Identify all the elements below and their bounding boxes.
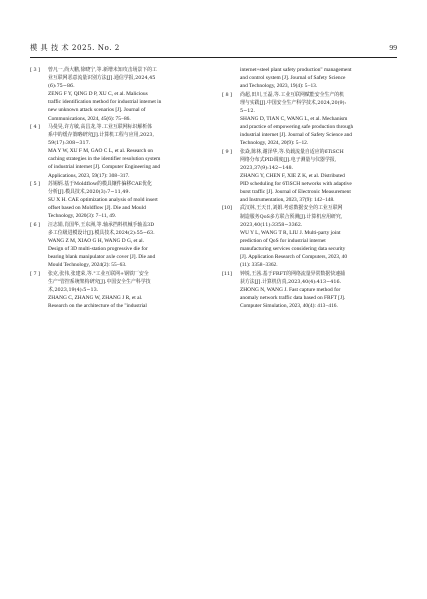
reference-line: Communications, 2024, 45(6): 75−86. [48, 115, 131, 122]
reference-line: Technology, 2020(3): 7−11, 49. [48, 213, 116, 220]
reference-line: 系中的缓存策略研究[J].计算机工程与应用,2023, [48, 132, 155, 139]
reference-number: [10] [222, 205, 233, 212]
reference-number: [ 6 ] [30, 221, 41, 228]
reference-line: 生产"管控系统架构研究[J].中国安全生产科学技 [48, 278, 151, 285]
reference-line: and Technology, 2023, 19(4): 5−13. [240, 83, 318, 90]
reference-line: and Instrumentation, 2023, 37(9): 142−148. [240, 197, 335, 204]
reference-text [48, 270, 205, 310]
reference-line: MA Y W, XU F M, GAO C L, et al. Research on [48, 148, 154, 155]
reference-line: ZHANG C, ZHANG W, ZHANG J R, et al. [48, 294, 143, 301]
reference-entry [30, 66, 205, 123]
reference-text [48, 123, 205, 180]
references-column-left [30, 66, 205, 310]
reference-text [48, 221, 205, 270]
reference-entry [222, 148, 397, 205]
reference-entry [30, 270, 205, 310]
reference-number: [ 3 ] [30, 67, 41, 73]
references-column-right [222, 66, 397, 310]
reference-line: Applications, 2023, 59(17): 308−317. [48, 172, 130, 179]
reference-line: burst traffic [J]. Journal of Electronic Measurement [240, 189, 351, 195]
reference-line: traffic identification method for industrial internet in [48, 99, 162, 106]
running-header [30, 42, 397, 54]
reference-line: 分析[J].模具技术,2020(3):7−11,49. [48, 189, 131, 195]
reference-line: SHANG D, TIAN C, WANG L, et al. Mechanism [240, 115, 348, 122]
page-number: 99 [389, 43, 397, 52]
reference-text [48, 180, 205, 220]
reference-line: 5−12. [240, 107, 255, 114]
reference-line: 尚超,田川,王磊,等.工业互联网赋能安全生产的机 [240, 91, 345, 98]
reference-line: 59(17):308−317. [48, 140, 91, 147]
reference-line: 制造服务QoS多方联合预测[J].计算机应用研究, [240, 213, 343, 220]
reference-line: 马曼昊,许方敏,高昌龙,等.工业互联网标识解析体 [48, 123, 153, 130]
reference-line: Computer Simulation, 2023, 40(4): 413−416. [240, 302, 338, 309]
reference-line: ZHONG N, WANG J. Fast capture method for [240, 286, 341, 293]
reference-line: ZHANG Y, CHEN F, XIE Z K, et al. Distributed [240, 172, 345, 179]
reference-line: and control system [J]. Journal of Safety Science [240, 75, 346, 82]
reference-line: Design of 3D multi-station progressive die for [48, 245, 148, 252]
reference-line: 2023,40(11):3358−3362. [240, 221, 303, 228]
reference-number: [ 7 ] [30, 270, 41, 277]
reference-entry [30, 123, 205, 180]
reference-line: manufacturing services considering data security [240, 245, 346, 252]
reference-line: 获方法[J].计算机仿真,2023,40(4):413−416. [240, 278, 342, 285]
reference-entry [30, 221, 205, 270]
reference-line: anomaly network traffic data based on FRFT [J]. [240, 294, 346, 301]
reference-line: [J]. Application Research of Computers, 2023, 40 [240, 254, 348, 261]
reference-line: industrial internet [J]. Journal of Safety Science and [240, 132, 352, 139]
reference-number: [ 5 ] [30, 180, 41, 187]
reference-entry [30, 180, 205, 220]
reference-text [240, 204, 397, 269]
reference-line: prediction of QoS for industrial internet [240, 237, 326, 244]
reference-text [240, 66, 397, 90]
reference-line: (6):75−86. [48, 83, 75, 90]
reference-line: 张焱,陈林,谢泽华,等.负载流量自适应的6TiSCH [240, 148, 344, 155]
reference-line: PID scheduling for 6TiSCH networks with adaptive [240, 180, 352, 187]
reference-line: 钟锐,王茜.基于FRFT的网络流量异常数据快速捕 [240, 270, 345, 277]
reference-line: SU X H. CAE optimization analysis of mold insert [48, 197, 158, 204]
reference-line: WU Y L, WANG T R, LIU J. Multi-party joint [240, 229, 341, 236]
reference-text [240, 91, 397, 148]
reference-number: [ 4 ] [30, 123, 41, 130]
reference-line: internet+steel plant safety production" management [240, 67, 352, 73]
reference-number: [11] [222, 270, 233, 277]
reference-line: 理与实践[J].中国安全生产科学技术,2024,20(9): [240, 99, 347, 106]
reference-line: Research on the architecture of the "industrial [48, 302, 147, 309]
reference-line: of industrial internet [J]. Computer Engineering and [48, 164, 161, 171]
reference-line: 业互联网恶意流量识别方法[J].通信学报,2024,45 [48, 75, 156, 82]
reference-entry [222, 66, 397, 90]
reference-line: new unknown attack scenarios [J]. Journal of [48, 107, 146, 114]
reference-text [48, 66, 205, 123]
reference-line: Technology, 2024, 20(9): 5−12. [240, 140, 309, 147]
reference-line: 多工位级进模设计[J].模具技术,2024(2):55−63. [48, 229, 155, 236]
reference-line: WANG Z M, XIAO G H, WANG D G, et al. [48, 237, 145, 244]
reference-line: bearing blank manipulator axle cover [J]. Die and [48, 254, 156, 261]
reference-text [240, 148, 397, 205]
reference-line: 苏锡炳.基于Moldflow的模具镶件偏移CAE优化 [48, 180, 152, 187]
reference-entry [222, 270, 397, 310]
header-rule [30, 57, 397, 58]
reference-line: 曾凡一,尚大鹏,徐晓宁,等.新增未知攻击场景下的工 [48, 67, 157, 73]
reference-line: Mould Technology, 2024(2): 55−63. [48, 262, 127, 269]
reference-line: offset based on Moldflow [J]. Die and Mould [48, 205, 146, 212]
reference-line: 术,2023,19(4):5−13. [48, 286, 99, 293]
reference-line: 武汉林,王天日,刘娟.考虑数据安全的工业互联网 [240, 205, 343, 212]
reference-line: caching strategies in the identifier resolution system [48, 156, 161, 163]
reference-line: 汪志娟,肖国华,王东洲,等.轴承挡料机械手轴盖3D [48, 221, 155, 228]
reference-entry [222, 204, 397, 269]
reference-number: [ 9 ] [222, 148, 233, 155]
journal-title: 模 具 技 术 2025. No. 2 [30, 43, 120, 52]
reference-line: and practice of empowering safe production through [240, 123, 354, 130]
reference-text [240, 270, 397, 310]
reference-line: ZENG F Y, QING D P, XU C, et al. Malicious [48, 91, 148, 98]
reference-line: (11): 3358−3362. [240, 262, 278, 269]
reference-entry [222, 91, 397, 148]
reference-line: 张克,张伟,张建荣,等."工业互联网+钢铁厂安全 [48, 270, 149, 277]
reference-number: [ 8 ] [222, 91, 233, 98]
reference-line: 2023,37(9):142−148. [240, 164, 294, 171]
reference-line: 网络分布式PID调度[J].电子测量与仪器学报, [240, 156, 337, 163]
